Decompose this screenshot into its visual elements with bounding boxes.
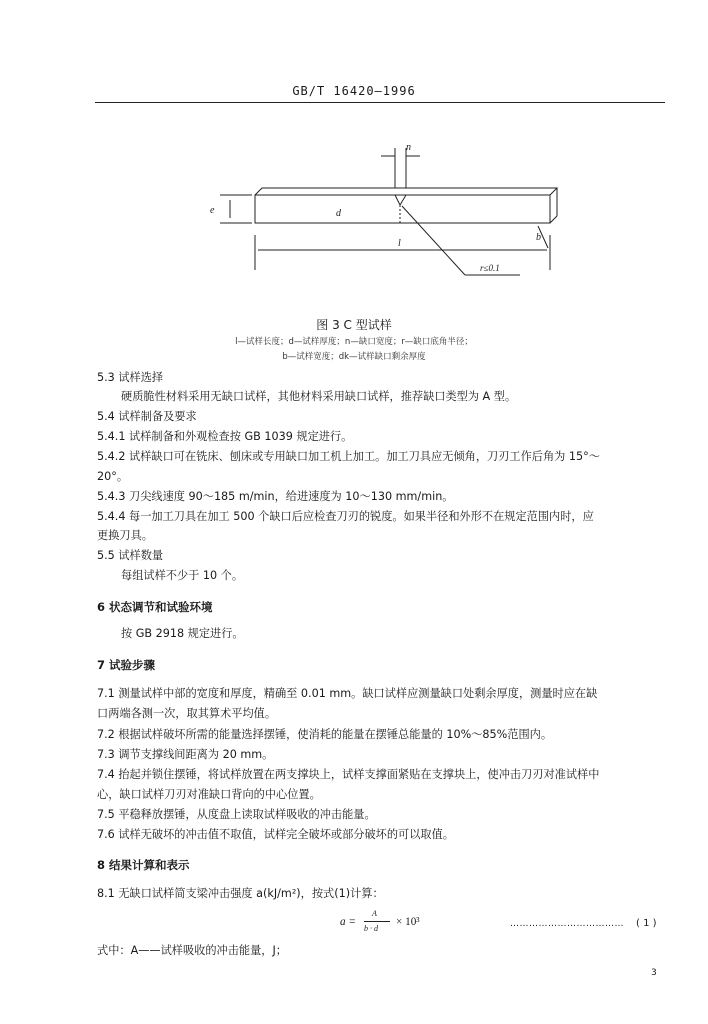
section-7-2: 7.2 根据试样破坏所需的能量选择摆锤，使消耗的能量在摆锤总能量的 10%～85%范围内。 <box>97 728 553 741</box>
section-7-heading: 7 试验步骤 <box>97 658 156 672</box>
section-5-4-4-cont: 更换刀具。 <box>97 529 153 542</box>
label-b: b <box>536 232 541 243</box>
section-8-1: 8.1 无缺口试样简支梁冲击强度 a(kJ/m²)，按式(1)计算： <box>97 887 384 900</box>
formula-leader-dots: ……………………………… <box>510 919 624 929</box>
page-number: 3 <box>651 968 657 978</box>
section-5-4-4: 5.4.4 每一加工刀具在加工 500 个缺口后应检查刀刃的锐度。如果半径和外形不在规定范围内时，应 <box>97 510 594 523</box>
label-n: n <box>406 142 411 153</box>
header-rule <box>95 102 665 103</box>
section-6-heading: 6 状态调节和试验环境 <box>97 600 213 614</box>
label-d: d <box>336 208 341 219</box>
section-5-4: 5.4 试样制备及要求 <box>97 410 197 423</box>
section-7-6: 7.6 试样无破坏的冲击值不取值，试样完全破坏或部分破坏的可以取值。 <box>97 828 454 841</box>
section-7-3: 7.3 调节支撑线间距离为 20 mm。 <box>97 748 274 761</box>
label-r: r≤0.1 <box>480 263 500 273</box>
section-7-1: 7.1 测量试样中部的宽度和厚度，精确至 0.01 mm。缺口试样应测量缺口处剩余厚度，测量时应在缺 <box>97 687 598 700</box>
section-6-text: 按 GB 2918 规定进行。 <box>121 627 244 640</box>
section-7-4-cont: 心，缺口试样刀刃对准缺口背向的中心位置。 <box>97 788 321 801</box>
section-5-5: 5.5 试样数量 <box>97 549 164 562</box>
section-5-3-text: 硬质脆性材料采用无缺口试样，其他材料采用缺口试样，推荐缺口类型为 A 型。 <box>121 390 517 403</box>
section-7-5: 7.5 平稳释放摆锤，从度盘上读取试样吸收的冲击能量。 <box>97 808 376 821</box>
figure-caption: 图 3 C 型试样 <box>316 318 392 332</box>
specimen-bar <box>255 195 550 223</box>
specimen-figure <box>200 140 560 300</box>
section-8-heading: 8 结果计算和表示 <box>97 858 190 872</box>
label-l: l <box>398 238 401 249</box>
formula-denominator: b · d <box>364 924 378 933</box>
label-e: e <box>210 205 215 216</box>
section-5-4-3: 5.4.3 刀尖线速度 90～185 m/min，给进速度为 10～130 mm/min。 <box>97 490 454 503</box>
formula-multiplier: × 10³ <box>396 916 420 928</box>
notch <box>395 195 406 205</box>
formula-where: 式中：A——试样吸收的冲击能量，J； <box>97 944 287 957</box>
section-5-5-text: 每组试样不少于 10 个。 <box>121 569 244 582</box>
section-5-4-2-cont: 20°。 <box>97 470 129 483</box>
section-5-4-1: 5.4.1 试样制备和外观检查按 GB 1039 规定进行。 <box>97 430 353 443</box>
formula-numerator: A <box>372 909 377 918</box>
formula-fraction-bar <box>364 921 390 922</box>
figure-legend-2: b—试样宽度；dk—试样缺口剩余厚度 <box>282 352 426 362</box>
section-5-3: 5.3 试样选择 <box>97 371 164 384</box>
figure-legend-1: l—试样长度；d—试样厚度；n—缺口宽度；r—缺口底角半径； <box>235 337 473 347</box>
section-7-1-cont: 口两端各测一次，取其算术平均值。 <box>97 707 277 720</box>
section-5-4-2: 5.4.2 试样缺口可在铣床、刨床或专用缺口加工机上加工。加工刀具应无倾角，刀刃工作后角为 15°～ <box>97 450 600 463</box>
formula-number: ( 1 ) <box>636 918 657 929</box>
page-header: GB/T 16420—1996 <box>292 84 416 98</box>
section-7-4: 7.4 抬起并锁住摆锤，将试样放置在两支撑块上，试样支撑面紧贴在支撑块上，使冲击刀刃对准试样中 <box>97 768 600 781</box>
formula-lhs: a = <box>340 916 356 928</box>
